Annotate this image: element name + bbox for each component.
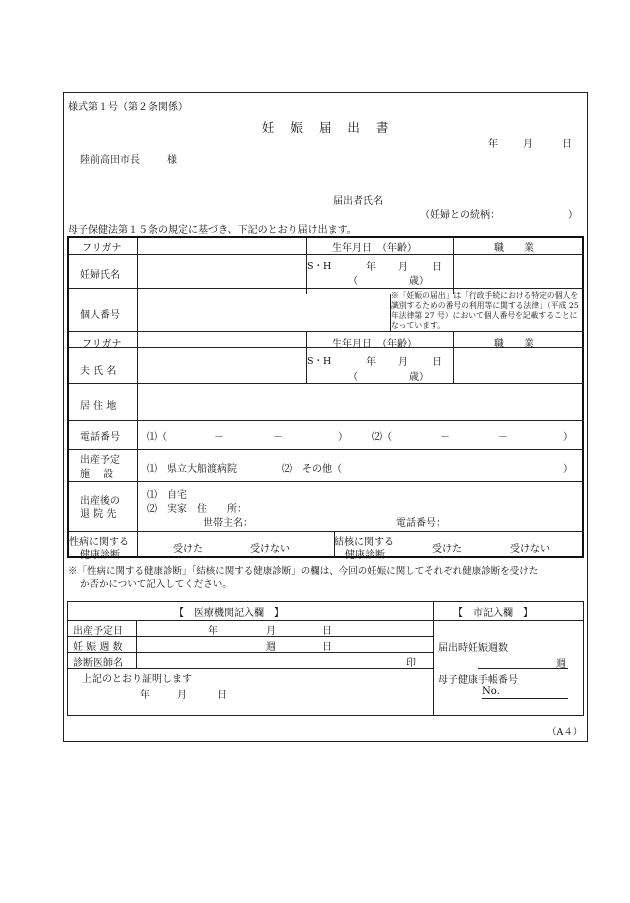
certify-year: 年 bbox=[140, 690, 150, 701]
husband-month: 月 bbox=[398, 357, 408, 368]
husband-day: 日 bbox=[432, 357, 442, 368]
pregnant-year: 年 bbox=[366, 262, 376, 273]
std-not-received: 受けない bbox=[250, 544, 290, 555]
pregnant-furigana-label: フリガナ bbox=[82, 243, 122, 254]
discharge-opt2: ⑵ 実家 住 所： bbox=[147, 504, 247, 515]
std-check-label-1: 性病に関する bbox=[69, 537, 129, 548]
facility-opt1: ⑴ 県立大船渡病院 bbox=[147, 464, 237, 475]
handbook-no: No. bbox=[482, 686, 500, 697]
tb-received: 受けた bbox=[432, 544, 462, 555]
phone-opt2-dash2: － bbox=[498, 432, 508, 443]
std-check-label-2: 健康診断 bbox=[80, 550, 120, 561]
due-date-day: 日 bbox=[322, 626, 332, 637]
pregnant-month: 月 bbox=[398, 262, 408, 273]
city-weeks-underline bbox=[478, 656, 568, 669]
pregnant-age-open: （ bbox=[348, 276, 358, 287]
tb-not-received: 受けない bbox=[510, 544, 550, 555]
handbook-label: 母子健康手帳番号 bbox=[438, 675, 518, 686]
city-weeks-label: 届出時妊娠週数 bbox=[438, 643, 508, 654]
certify-month: 月 bbox=[177, 690, 187, 701]
phone-opt1-dash2: － bbox=[273, 432, 283, 443]
city-weeks-unit: 週 bbox=[556, 659, 566, 670]
facility-opt2: ⑵ その他（ bbox=[282, 464, 342, 475]
pregnant-age-close: 歳） bbox=[409, 276, 429, 287]
phone-opt1-dash1: － bbox=[214, 432, 224, 443]
phone-opt2-dash1: － bbox=[440, 432, 450, 443]
certify-text: 上記のとおり証明します bbox=[82, 674, 192, 685]
mynumber-label: 個人番号 bbox=[80, 310, 120, 321]
husband-occupation-label: 職 業 bbox=[494, 339, 534, 350]
discharge-phone: 電話番号： bbox=[396, 518, 446, 529]
relation-label: （妊婦との続柄： bbox=[420, 210, 500, 221]
pregnant-name-label: 妊婦氏名 bbox=[80, 270, 120, 281]
form-label: 様式第１号（第２条関係） bbox=[68, 102, 188, 113]
phone-label: 電話番号 bbox=[80, 432, 120, 443]
phone-opt2-close: ） bbox=[563, 432, 573, 443]
weeks-day: 日 bbox=[322, 642, 332, 653]
address-label: 居 住 地 bbox=[80, 401, 117, 412]
addressee-honorific: 様 bbox=[167, 155, 177, 166]
applicant-name-label: 届出者氏名 bbox=[333, 196, 383, 207]
phone-opt1-close: ） bbox=[338, 432, 348, 443]
medical-header: 【 医療機関記入欄 】 bbox=[174, 608, 284, 619]
facility-close: ） bbox=[563, 464, 573, 475]
date-day: 日 bbox=[562, 139, 572, 150]
main-table bbox=[67, 236, 584, 558]
tb-check-label-2: 健康診断 bbox=[345, 550, 385, 561]
phone-opt2: ⑵（ bbox=[372, 432, 392, 443]
addressee: 陸前高田市長 bbox=[80, 155, 140, 166]
paper-size: （A４） bbox=[547, 727, 583, 738]
pregnant-occupation-label: 職 業 bbox=[494, 243, 534, 254]
facility-label-2: 施 設 bbox=[80, 469, 114, 480]
facility-label-1: 出産予定 bbox=[80, 455, 120, 466]
husband-birthdate-label: 生年月日 （年齢） bbox=[332, 339, 417, 350]
due-date-year: 年 bbox=[208, 626, 218, 637]
footnote-line2: か否かについて記入してください。 bbox=[80, 579, 232, 590]
husband-year: 年 bbox=[366, 357, 376, 368]
page-title: 妊 娠 届 出 書 bbox=[262, 120, 395, 135]
relation-close: ） bbox=[568, 210, 578, 221]
pregnant-era: S・H bbox=[307, 261, 332, 272]
date-month: 月 bbox=[523, 139, 533, 150]
statement: 母子保健法第１５条の規定に基づき、下記のとおり届け出ます。 bbox=[68, 225, 357, 236]
footnote-line1: ※「性病に関する健康診断」「結核に関する健康診断」の欄は、今回の妊娠に関してそれぞれ健康診断を受けた bbox=[68, 566, 539, 577]
doctor-seal: 印 bbox=[406, 658, 416, 669]
husband-furigana-label: フリガナ bbox=[82, 339, 122, 350]
weeks-label: 妊 娠 週 数 bbox=[73, 642, 123, 653]
doctor-label: 診断医師名 bbox=[73, 658, 123, 669]
due-date-month: 月 bbox=[266, 626, 276, 637]
std-received: 受けた bbox=[173, 544, 203, 555]
discharge-householder: 世帯主名： bbox=[203, 518, 253, 529]
due-date-label: 出産予定日 bbox=[73, 626, 123, 637]
husband-age-close: 歳） bbox=[409, 372, 429, 383]
pregnant-day: 日 bbox=[432, 262, 442, 273]
mynumber-note: ※「妊娠の届出」は「行政手続における特定の個人を識別するための番号の利用等に関する法律」（平成 25 年法律第 27 号）において個人番号を記載することになっています。 bbox=[391, 291, 579, 330]
city-header: 【 市記入欄 】 bbox=[453, 608, 533, 619]
weeks-week: 週 bbox=[266, 642, 276, 653]
certify-day: 日 bbox=[217, 690, 227, 701]
date-year: 年 bbox=[488, 139, 498, 150]
phone-opt1: ⑴（ bbox=[147, 432, 167, 443]
discharge-label-1: 出産後の bbox=[80, 496, 120, 507]
discharge-opt1: ⑴ 自宅 bbox=[147, 490, 187, 501]
discharge-label-2: 退 院 先 bbox=[80, 509, 117, 520]
husband-name-label: 夫 氏 名 bbox=[80, 366, 117, 377]
husband-era: S・H bbox=[307, 356, 332, 367]
pregnant-birthdate-label: 生年月日 （年齢） bbox=[332, 243, 417, 254]
husband-age-open: （ bbox=[348, 372, 358, 383]
tb-check-label-1: 結核に関する bbox=[334, 537, 394, 548]
